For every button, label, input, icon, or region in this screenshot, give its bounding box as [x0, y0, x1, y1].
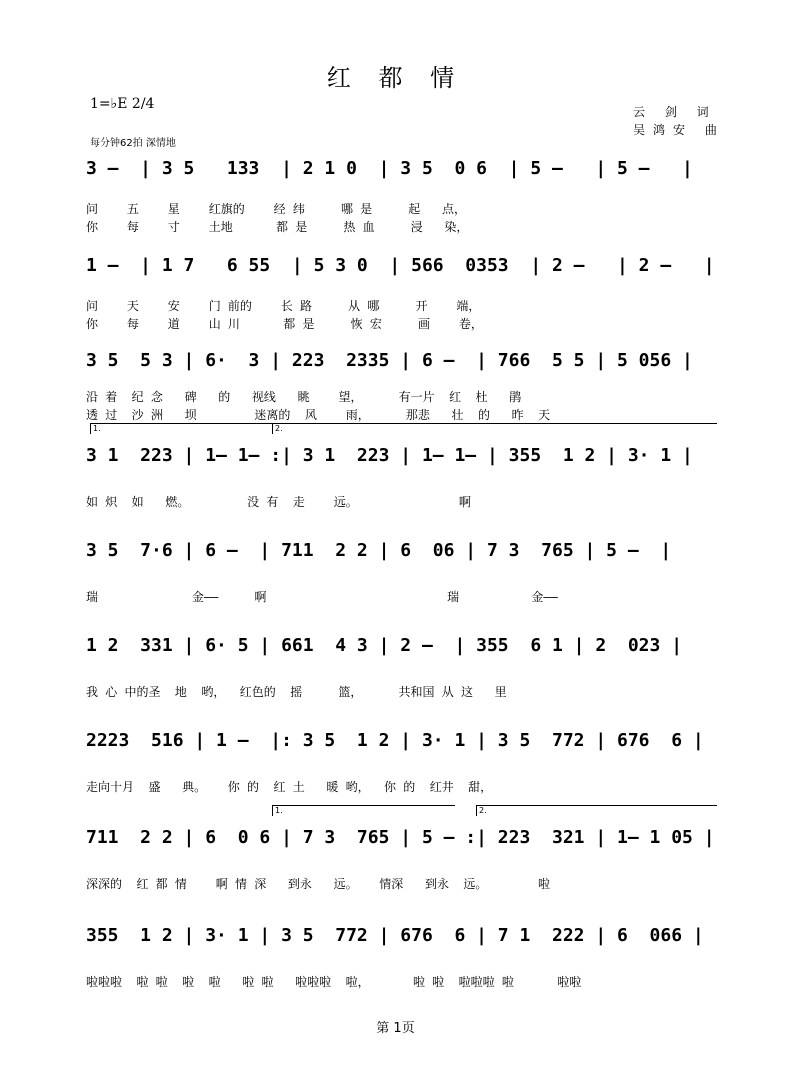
notation-line: 3 – | 3 5 133 | 2 1 0 | 3 5 0 6 | 5 – | 5 – | [86, 158, 693, 179]
lyric-line: 啦啦啦 啦 啦 啦 啦 啦 啦 啦啦啦 啦， 啦 啦 啦啦啦 啦 啦啦 [86, 975, 582, 989]
lyricist: 云 剑 词 [633, 105, 717, 119]
lyric-line: 如 炽 如 燃。 没 有 走 远。 啊 [86, 495, 471, 509]
tempo-marking: 每分钟62拍 深情地 [90, 138, 176, 149]
lyric-line: 你 每 道 山 川 都 是 恢 宏 画 卷， [86, 317, 483, 331]
key-signature: 1=♭E 2/4 [90, 96, 155, 112]
volta-1: 1. [90, 423, 273, 434]
lyric-line: 问 五 星 红旗的 经 纬 哪 是 起 点， [86, 202, 466, 216]
lyric-line: 走向十月 盛 典。 你 的 红 土 暖 哟， 你 的 红井 甜， [86, 780, 493, 794]
notation-line: 1 2 331 | 6· 5 | 661 4 3 | 2 – | 355 6 1 | 2 023 | [86, 635, 683, 656]
notation-line: 1 – | 1 7 6 55 | 5 3 0 | 566 0353 | 2 – | 2 – | [86, 255, 715, 276]
composer: 吴鸿安 曲 [633, 123, 725, 137]
lyric-line: 沿 着 纪 念 碑 的 视线 眺 望， 有一片 红 杜 鹃 [86, 390, 522, 404]
notation-line: 2223 516 | 1 – |: 3 5 1 2 | 3· 1 | 3 5 772 | 676 6 | [86, 730, 704, 751]
song-title: 红 都 情 [326, 64, 465, 92]
lyric-line: 我 心 中的圣 地 哟， 红色的 摇 篮， 共和国 从 这 里 [86, 685, 507, 699]
notation-line: 3 1 223 | 1– 1– :| 3 1 223 | 1– 1– | 355 1 2 | 3· 1 | [86, 445, 693, 466]
notation-line: 3 5 7·6 | 6 – | 711 2 2 | 6 06 | 7 3 765 | 5 – | [86, 540, 672, 561]
lyric-line: 深深的 红 都 情 啊 情 深 到永 远。 情深 到永 远。 啦 [86, 877, 550, 891]
page-number: 第 1页 [376, 1021, 415, 1036]
notation-line: 3 5 5 3 | 6· 3 | 223 2335 | 6 – | 766 5 5 | 5 056 | [86, 350, 693, 371]
lyric-line: 瑞 金—— 啊 瑞 金—— [86, 590, 558, 604]
volta-2: 2. [272, 423, 717, 434]
notation-line: 355 1 2 | 3· 1 | 3 5 772 | 676 6 | 7 1 222 | 6 066 | [86, 925, 704, 946]
notation-line: 711 2 2 | 6 0 6 | 7 3 765 | 5 – :| 223 321 | 1– 1 05 | [86, 827, 715, 848]
lyric-line: 问 天 安 门 前的 长 路 从 哪 开 端， [86, 299, 481, 313]
volta-2: 2. [476, 805, 717, 816]
lyric-line: 透 过 沙 洲 坝 迷离的 风 雨， 那悲 壮 的 昨 天 [86, 408, 551, 422]
volta-1: 1. [272, 805, 455, 816]
lyric-line: 你 每 寸 土地 都 是 热 血 浸 染， [86, 220, 469, 234]
